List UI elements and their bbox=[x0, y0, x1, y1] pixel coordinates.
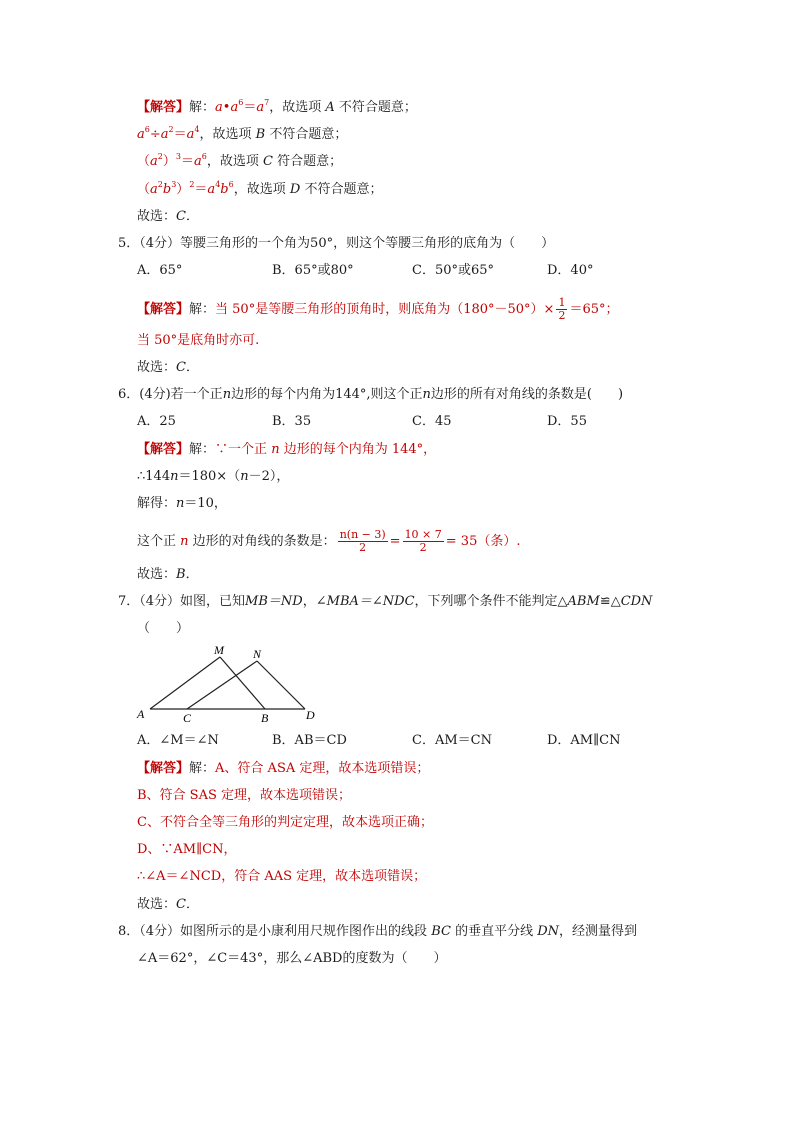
q5-stem: 5．（4分）等腰三角形的一个角为50°，则这个等腰三角形的底角为（ ） bbox=[118, 236, 555, 251]
q6-option-a[interactable]: A．25 bbox=[137, 414, 176, 429]
q6-solution-line-1: 【解答】解：∵一个正 n 边形的每个内角为 144°， bbox=[137, 442, 437, 457]
q5-option-d[interactable]: D．40° bbox=[547, 263, 594, 278]
q6-option-d[interactable]: D．55 bbox=[547, 414, 587, 429]
q4-answer: 故选：C． bbox=[137, 209, 199, 224]
label-a: A bbox=[137, 707, 145, 721]
label-b: B bbox=[261, 711, 269, 725]
label-c: C bbox=[183, 711, 192, 725]
q6-option-c[interactable]: C．45 bbox=[412, 414, 452, 429]
q6-fraction-1: $\frac{n(n - 3)}{2}$ bbox=[339, 528, 386, 554]
q8-stem-line-2: ∠A＝62°，∠C＝43°，那么∠ABD的度数为（ ） bbox=[137, 951, 447, 966]
q7-figure bbox=[130, 640, 330, 730]
q7-option-b[interactable]: B．AB＝CD bbox=[272, 733, 347, 748]
line-am bbox=[150, 657, 220, 709]
label-n: N bbox=[253, 647, 262, 661]
q5-solution-line-2: 当 50°是底角时亦可. bbox=[137, 333, 260, 348]
q7-solution-line-5: ∴∠A＝∠NCD，符合 AAS 定理，故本选项错误； bbox=[137, 869, 427, 884]
q7-solution-line-4: D、∵AM∥CN， bbox=[137, 842, 237, 857]
q6-solution-line-3: 解得：n＝10， bbox=[137, 496, 227, 511]
q6-stem: 6．(4分)若一个正n边形的每个内角为144°,则这个正n边形的所有对角线的条数是( ) bbox=[118, 387, 624, 402]
line-mb bbox=[220, 657, 265, 709]
q4-solution-line-3: $(a^2)^3=a^6$，故选项 C 符合题意； bbox=[137, 152, 343, 169]
q6-solution-line-4: 这个正 n 边形的对角线的条数是： $\frac{n(n - 3)}{2}$ = $\frac{10 \times 7}{2}$ = 35（条）. bbox=[137, 528, 521, 554]
line-cn bbox=[187, 661, 257, 709]
line-nd bbox=[257, 661, 305, 709]
q4-solution-line-1: 【解答】解：$a•a^6=a^7$，故选项 A 不符合题意； bbox=[137, 98, 417, 115]
q6-fraction-2: $\frac{10 \times 7}{2}$ bbox=[404, 528, 442, 554]
q6-option-b[interactable]: B．35 bbox=[272, 414, 312, 429]
label-d: D bbox=[306, 708, 315, 722]
q6-answer: 故选：B． bbox=[137, 567, 199, 582]
q6-solution-line-2: ∴144n＝180×（n－2）， bbox=[137, 469, 290, 484]
q4-solution-line-4: $(a^2b^3)^2=a^4b^6$，故选项 D 不符合题意； bbox=[137, 180, 383, 197]
q7-option-a[interactable]: A．∠M＝∠N bbox=[137, 733, 219, 748]
q7-stem-paren: （ ） bbox=[137, 621, 190, 636]
label-m: M bbox=[214, 643, 224, 657]
q5-option-c[interactable]: C．50°或65° bbox=[412, 263, 495, 278]
q7-stem: 7．（4分）如图，已知MB＝ND，∠MBA＝∠NDC，下列哪个条件不能判定△ABM≌△CDN bbox=[118, 594, 653, 609]
answer-tag: 【解答】 bbox=[137, 100, 190, 115]
q5-option-a[interactable]: A．65° bbox=[137, 263, 183, 278]
q7-option-c[interactable]: C．AM＝CN bbox=[412, 733, 492, 748]
q8-stem-line-1: 8．（4分）如图所示的是小康利用尺规作图作出的线段 BC 的垂直平分线 DN，经测量得到 bbox=[118, 924, 638, 939]
q7-option-d[interactable]: D．AM∥CN bbox=[547, 733, 621, 748]
q5-fraction: $\frac{1}{2}$ bbox=[558, 296, 566, 322]
q7-solution-line-2: B、符合 SAS 定理，故本选项错误； bbox=[137, 788, 352, 803]
q5-option-b[interactable]: B．65°或80° bbox=[272, 263, 354, 278]
q7-solution-line-1: 【解答】解：A、符合 ASA 定理，故本选项错误； bbox=[137, 761, 430, 776]
q7-solution-line-3: C、不符合全等三角形的判定定理，故本选项正确； bbox=[137, 815, 433, 830]
q5-answer: 故选：C． bbox=[137, 360, 199, 375]
q4-solution-line-2: $a^6\div a^2=a^4$，故选项 B 不符合题意； bbox=[137, 125, 348, 142]
q5-solution-line-1: 【解答】解：当 50°是等腰三角形的顶角时，则底角为（180°－50°）× $\frac{1}{2}$ ＝65°； bbox=[137, 296, 619, 322]
q7-answer: 故选：C． bbox=[137, 897, 199, 912]
